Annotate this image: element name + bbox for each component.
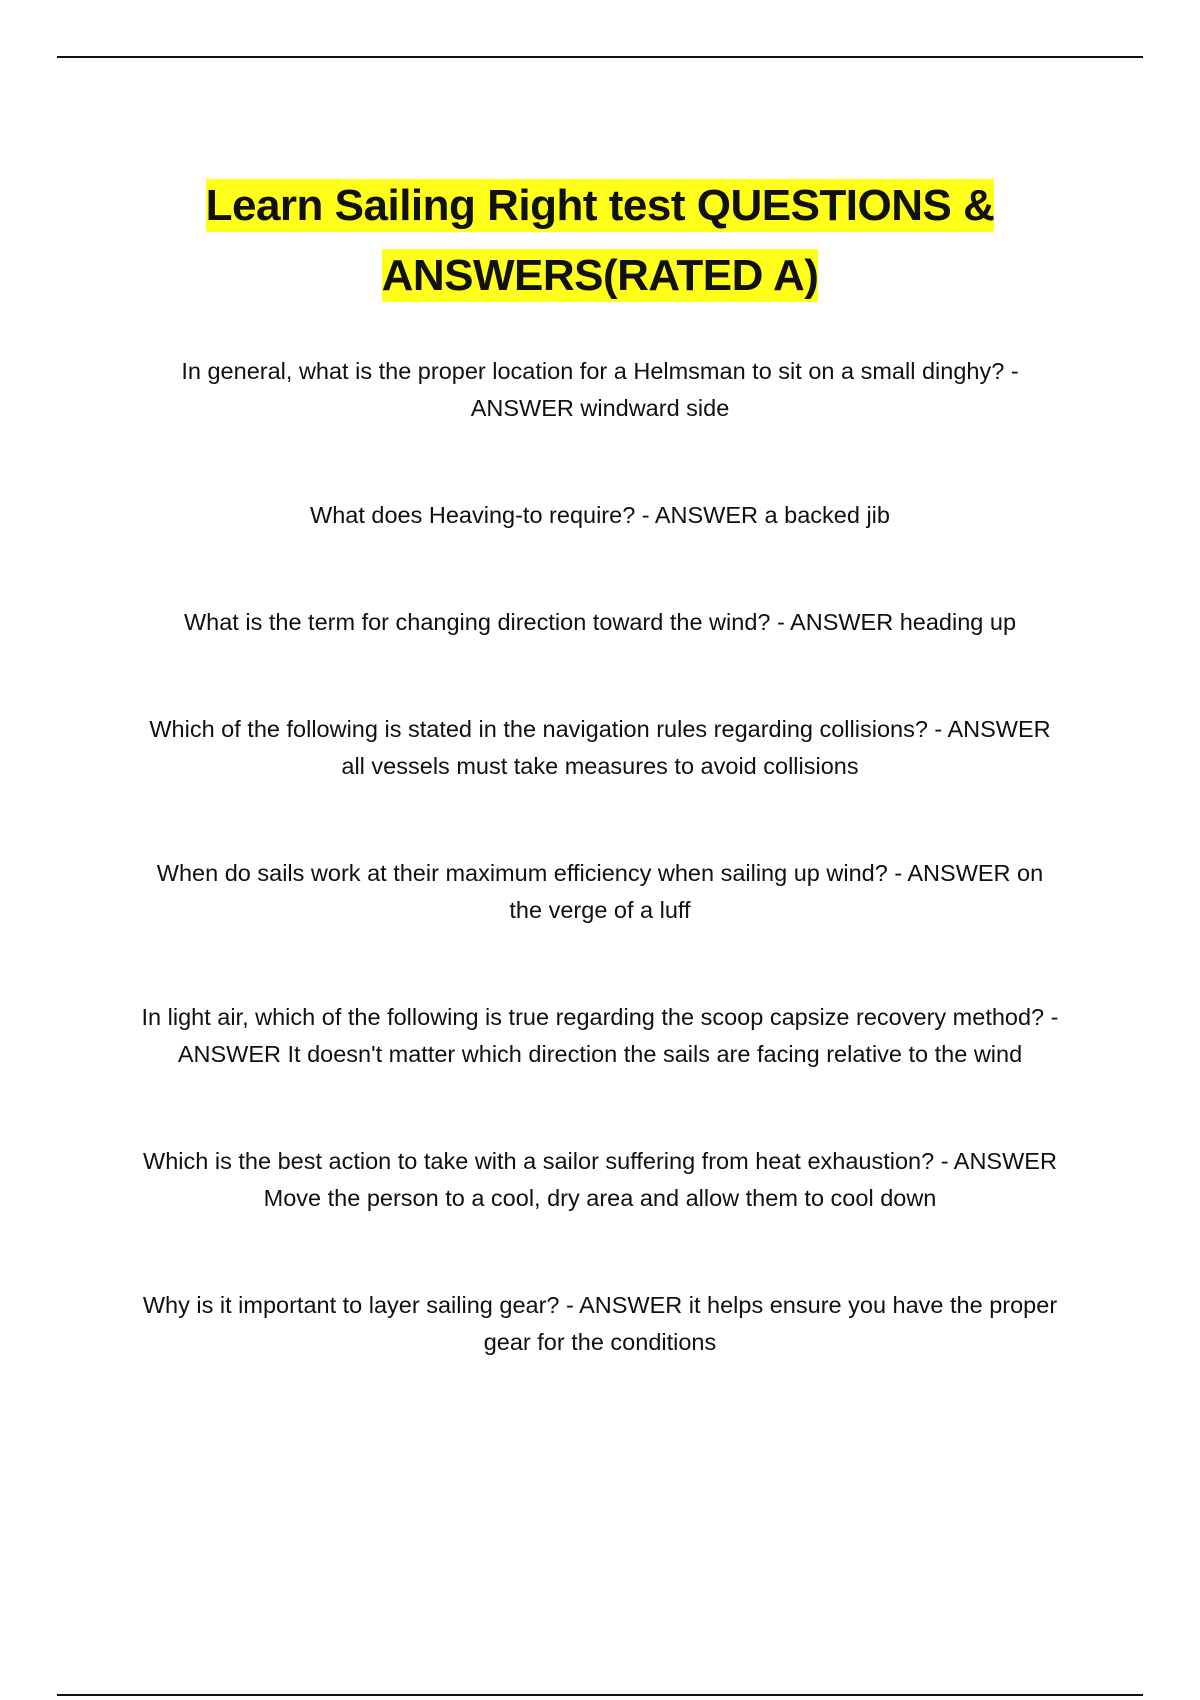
top-rule xyxy=(57,56,1143,58)
qa-item: What is the term for changing direction toward the wind? - ANSWER heading up xyxy=(183,609,1017,635)
qa-item: What does Heaving-to require? - ANSWER a backed jib xyxy=(310,502,890,528)
qa-item: In light air, which of the following is true regarding the scoop capsize recovery method? - ANSWER It doesn't matter which direction the sails are facing relative to the wind xyxy=(141,1004,1059,1067)
document-title xyxy=(150,171,1050,311)
qa-item: Why is it important to layer sailing gear? - ANSWER it helps ensure you have the proper gear for the conditions xyxy=(142,1292,1058,1355)
qa-item: In general, what is the proper location for a Helmsman to sit on a small dinghy? - ANSWER windward side xyxy=(181,358,1019,421)
document-title-highlight: Learn Sailing Right test QUESTIONS & ANSWERS(RATED A) xyxy=(205,181,995,301)
qa-item: Which is the best action to take with a sailor suffering from heat exhaustion? - ANSWER Move the person to a cool, dry area and allow them to cool down xyxy=(143,1148,1057,1211)
qa-list xyxy=(140,353,1060,1361)
bottom-rule xyxy=(57,1694,1143,1696)
qa-item: Which of the following is stated in the navigation rules regarding collisions? - ANSWER all vessels must take measures to avoid collisions xyxy=(149,716,1051,779)
qa-item: When do sails work at their maximum efficiency when sailing up wind? - ANSWER on the verge of a luff xyxy=(156,860,1044,923)
